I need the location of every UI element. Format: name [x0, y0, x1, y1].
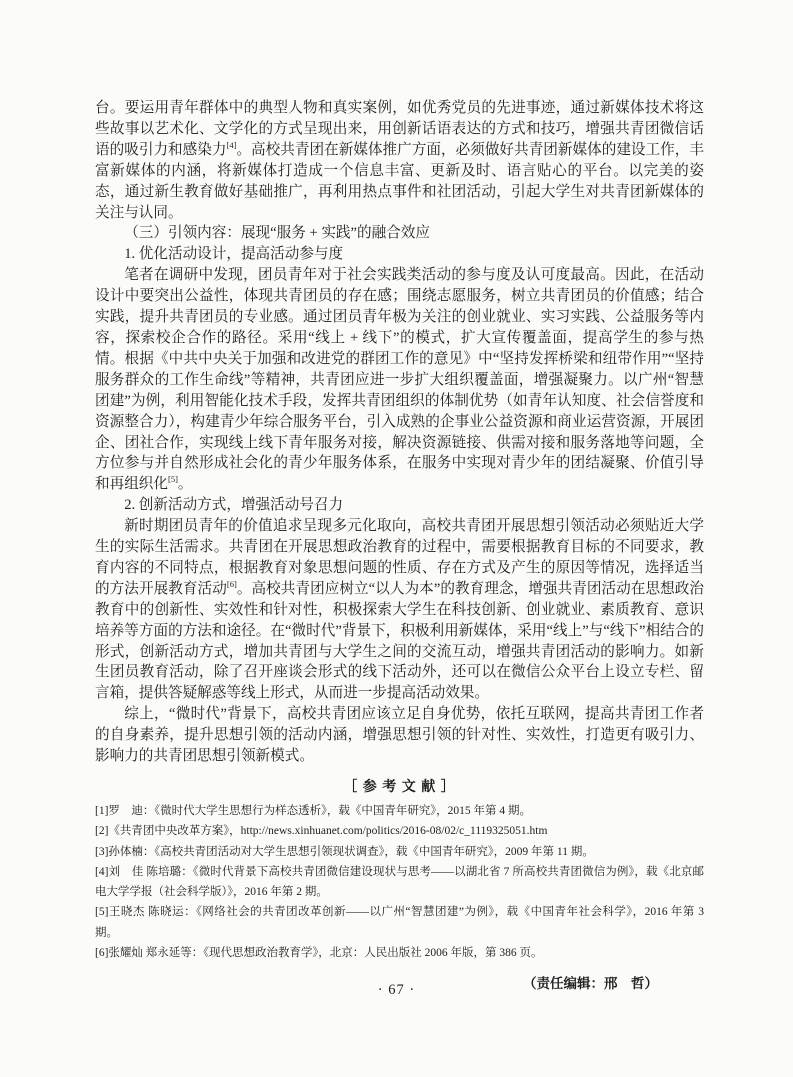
- citation-marker: [6]: [226, 578, 237, 589]
- citation-marker: [4]: [226, 139, 237, 150]
- reference-item: [4]刘 佳 陈培璐：《微时代背景下高校共青团微信建设现状与思考——以湖北省 7 所高校共青团微信为例》，载《北京邮电大学学报（社会科学版）》，2016 年第 2 期。: [95, 865, 704, 899]
- reference-item: [3]孙体楠：《高校共青团活动对大学生思想引领现状调查》，载《中国青年研究》，2009 年第 11 期。: [95, 845, 594, 858]
- reference-item: [1]罗 迪：《微时代大学生思想行为样态透析》，载《中国青年研究》，2015 年第 4 期。: [95, 805, 532, 817]
- section-heading: [95, 495, 704, 516]
- article-content: [95, 98, 704, 992]
- page-number: · 67 ·: [377, 982, 416, 998]
- references-section: [95, 776, 704, 992]
- text-run: 台。要运用青年群体中的典型人物和真实案例，如优秀党员的先进事迹，通过新媒体技术将这些故事以艺术化、文学化的方式呈现出来，用创新话语表达的方式和技巧，增强共青团微信话语的吸引力和感染力: [95, 100, 704, 158]
- text-run: 2. 创新活动方式，增强活动号召力: [124, 497, 344, 514]
- reference-item: [5]王晓杰 陈晓运：《网络社会的共青团改革创新——以广州“智慧团建”为例》，载《中国青年社会科学》，2016 年第 3 期。: [95, 906, 704, 939]
- body-paragraph: [95, 265, 704, 495]
- text-run: 新时期团员青年的价值追求呈现多元化取向，高校共青团开展思想引领活动必须贴近大学生的实际生活需求。共青团在开展思想政治教育的过程中，需要根据教育目标的不同要求，教育内容的不同特点，根据教育对象思想问题的性质、存在方式及产生的原因等情况，选择适当的方法开展教育活动: [95, 518, 704, 597]
- text-run: 。: [177, 476, 193, 493]
- editor-note: （责任编辑：邢 哲）: [523, 976, 658, 992]
- references-list: [95, 801, 704, 963]
- text-run: 。高校共青团在新媒体推广方面，必须做好共青团新媒体的建设工作，丰富新媒体的内涵，将新媒体打造成一个信息丰富、更新及时、语言贴心的平台。以完美的姿态，通过新生教育做好基础推广，再利用热点事件和社团活动，引起大学生对共青团新媒体的关注与认同。: [95, 141, 704, 221]
- section-heading: [95, 223, 704, 244]
- text-run: 综上，“微时代”背景下，高校共青团应该立足自身优势，依托互联网，提高共青团工作者的自身素养，提升思想引领的活动内涵，增强思想引领的针对性、实效性，打造更有吸引力、影响力的共青团思想引领新模式。: [95, 706, 704, 765]
- reference-item: [2]《共青团中央改革方案》，http://news.xinhuanet.com/politics/2016-08/02/c_1119325051.htm: [95, 825, 548, 838]
- references-heading: ［ 参 考 文 献 ］: [343, 780, 456, 795]
- text-run: 1. 优化活动设计，提高活动参与度: [124, 246, 344, 263]
- citation-marker: [5]: [167, 474, 178, 485]
- body-paragraph: [95, 704, 704, 767]
- section-heading: [95, 244, 704, 265]
- reference-item: [6]张耀灿 郑永延等：《现代思想政治教育学》，北京：人民出版社 2006 年版，第 386 页。: [95, 947, 543, 960]
- article-body: [95, 98, 704, 767]
- body-paragraph: [95, 516, 704, 704]
- text-run: 。高校共青团应树立“以人为本”的教育理念，增强共青团活动在思想政治教育中的创新性、实效性和针对性，积极探索大学生在科技创新、创业就业、素质教育、意识培养等方面的方法和途径。在“微时代”背景下，积极利用新媒体，采用“线上”与“线下”相结合的形式，创新活动方式，增加共青团与大学生之间的交流互动，增强共青团活动的影响力。如新生团员教育活动，除了召开座谈会形式的线下活动外，还可以在微信公众平台上设立专栏、留言箱，提供答疑解惑等线上形式，从而进一步提高活动效果。: [95, 580, 704, 702]
- text-run: 笔者在调研中发现，团员青年对于社会实践类活动的参与度及认可度最高。因此，在活动设计中要突出公益性，体现共青团员的存在感；围绕志愿服务，树立共青团员的价值感；结合实践，提升共青团员的专业感。通过团员青年极为关注的创业就业、实习实践、公益服务等内容，探索校企合作的路径。采用“线上 + 线下”的模式，扩大宣传覆盖面，提高学生的参与热情。根据《中共中央关于加强和改进党的群团工作的意见》中“坚持发挥桥梁和纽带作用”“坚持服务群众的工作生命线”等精神，共青团应进一步扩大组织覆盖面，增强凝聚力。以广州“智慧团建”为例，利用智能化技术手段，发挥共青团组织的体制优势（如青年认知度、社会信誉度和资源整合力），构建青少年综合服务平台，引入成熟的企事业公益资源和商业运营资源，开展团企、团社合作，实现线上线下青年服务对接，解决资源链接、供需对接和服务落地等问题，全方位参与并自然形成社会化的青少年服务体系，在服务中实现对青少年的团结凝聚、价值引导和再组织化: [95, 267, 704, 493]
- body-paragraph: [95, 98, 704, 223]
- text-run: （三）引领内容：展现“服务 + 实践”的融合效应: [124, 225, 430, 242]
